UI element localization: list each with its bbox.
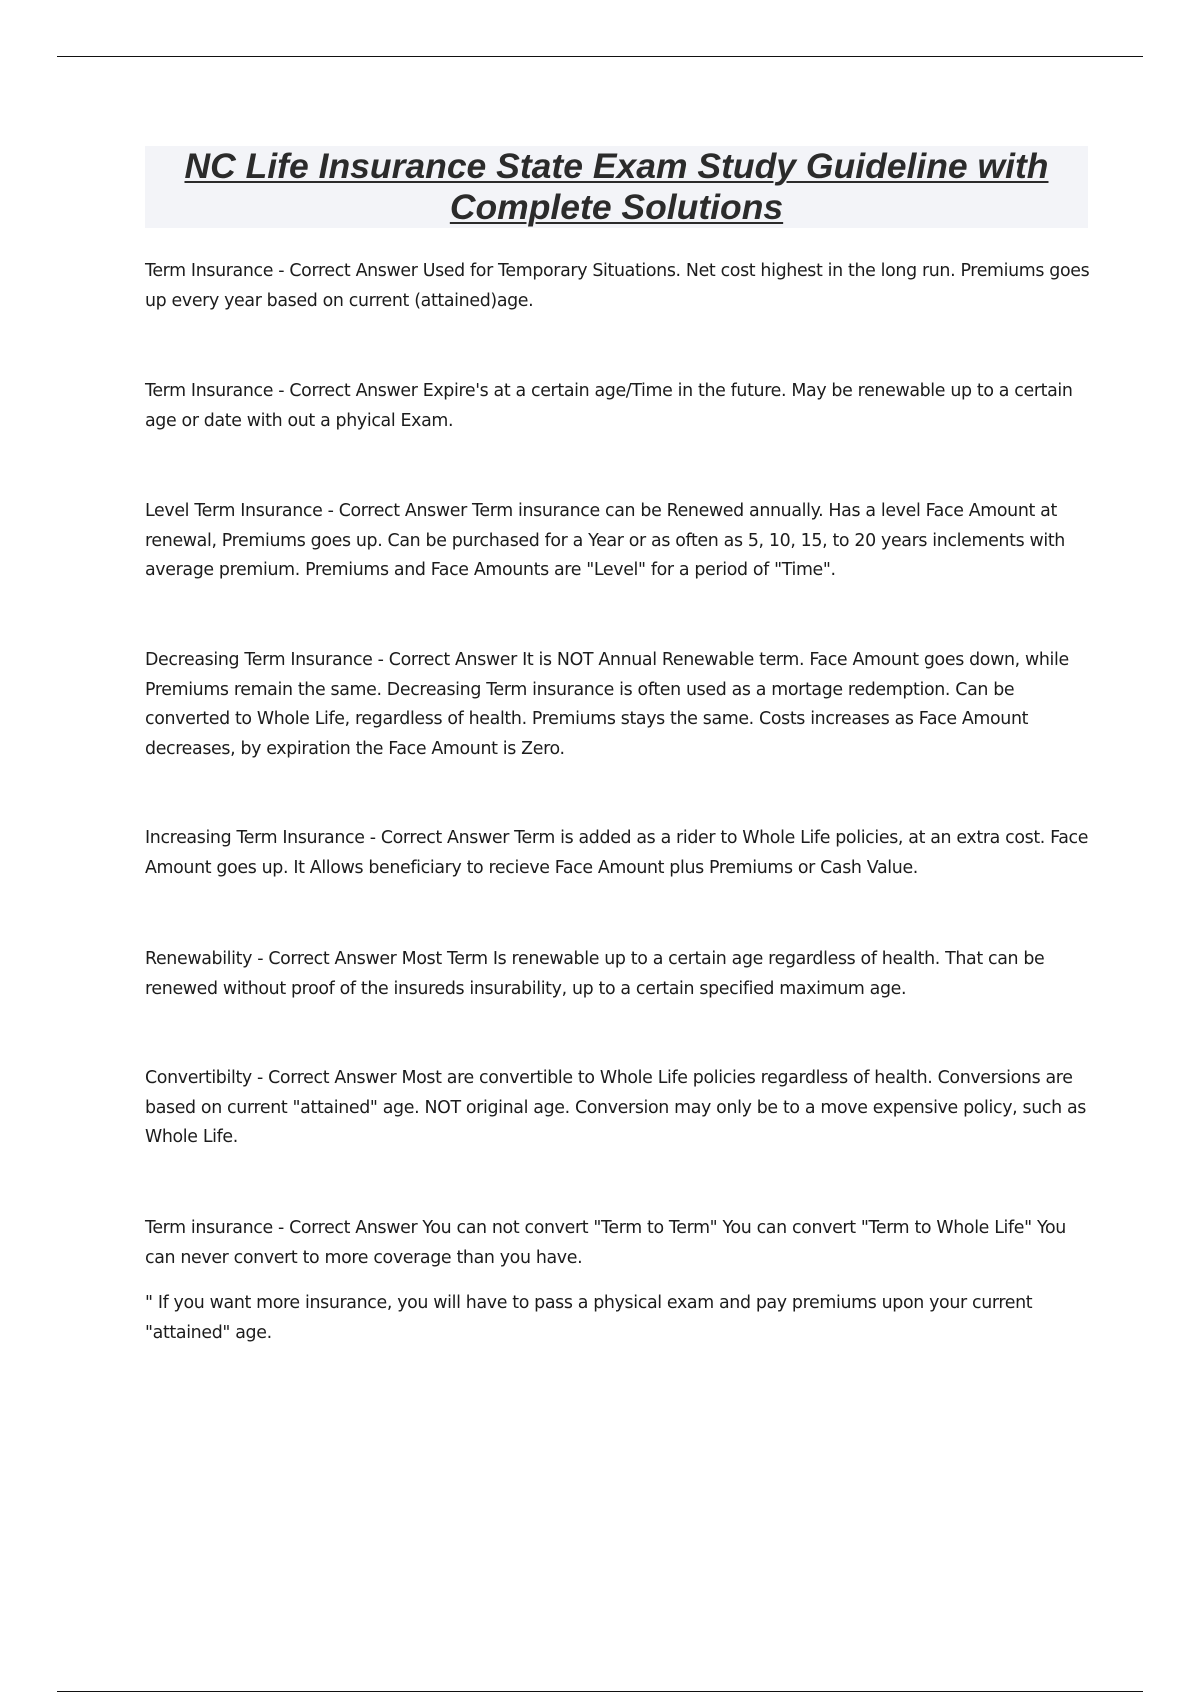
- qa-entry: Term Insurance - Correct Answer Expire's at a certain age/Time in the future. May be renewable up to a certain age or date with out a phyical Exam.: [145, 381, 1073, 431]
- document-title: [145, 146, 1088, 228]
- qa-entry: Term Insurance - Correct Answer Used for Temporary Situations. Net cost highest in the long run. Premiums goes up every year based on current (attained)age.: [145, 261, 1090, 311]
- bottom-rule: [57, 1691, 1143, 1692]
- top-rule: [57, 56, 1143, 57]
- qa-entry: Increasing Term Insurance - Correct Answer Term is added as a rider to Whole Life policies, at an extra cost. Face Amount goes up. It Allows beneficiary to recieve Face Amount plus Premiums or Cash Value.: [145, 828, 1089, 878]
- qa-entry: Term insurance - Correct Answer You can not convert "Term to Term" You can convert "Term to Whole Life" You can never convert to more coverage than you have.: [145, 1218, 1066, 1268]
- title-line-1: NC Life Insurance State Exam Study Guideline with: [184, 146, 1049, 186]
- qa-entry: Decreasing Term Insurance - Correct Answer It is NOT Annual Renewable term. Face Amount goes down, while Premiums remain the same. Decreasing Term insurance is often used as a mortage redemption. Can be converted to Whole Life, regardless of health. Premiums stays the same. Costs increases as Face Amount decreases, by expiration the Face Amount is Zero.: [145, 650, 1069, 759]
- qa-entry: Convertibilty - Correct Answer Most are convertible to Whole Life policies regardless of health. Conversions are based on current "attained" age. NOT original age. Conversion may only be to a move expensive policy, such as Whole Life.: [145, 1068, 1086, 1147]
- qa-entry: Level Term Insurance - Correct Answer Term insurance can be Renewed annually. Has a level Face Amount at renewal, Premiums goes up. Can be purchased for a Year or as often as 5, 10, 15, to 20 years inclements with average premium. Premiums and Face Amounts are "Level" for a period of "Time".: [145, 501, 1065, 580]
- qa-entry: " If you want more insurance, you will have to pass a physical exam and pay premiums upon your current "attained" age.: [145, 1293, 1033, 1343]
- qa-entry: Renewability - Correct Answer Most Term Is renewable up to a certain age regardless of health. That can be renewed without proof of the insureds insurability, up to a certain specified maximum age.: [145, 949, 1045, 999]
- title-line-2: Complete Solutions: [449, 187, 784, 227]
- title-banner: [145, 146, 1088, 228]
